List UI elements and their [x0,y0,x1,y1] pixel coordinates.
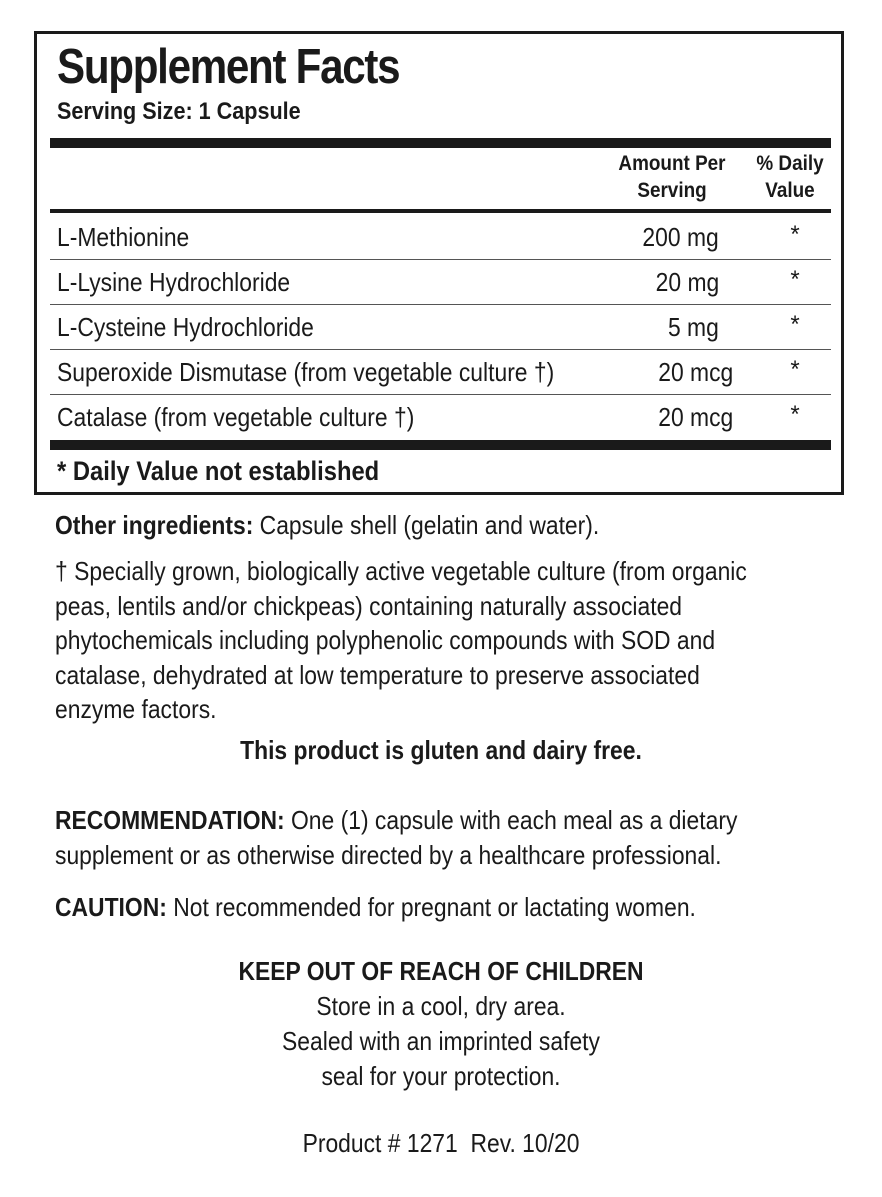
storage-line: Store in a cool, dry area. [316,991,566,1021]
culture-footnote-line: catalase, dehydrated at low temperature to preserve associated [55,659,700,690]
recommendation-text: supplement or as otherwise directed by a healthcare professional. [55,839,722,870]
daily-value-footnote: * Daily Value not established [57,456,380,486]
bottom-thick-rule [50,440,831,450]
ingredient-dv: * [790,266,800,293]
product-code: Product # 1271 Rev. 10/20 [302,1128,580,1158]
serving-size: Serving Size: 1 Capsule [57,98,301,125]
ingredient-dv: * [790,221,800,248]
ingredient-name: L-Methionine [57,222,190,252]
recommendation-text: One (1) capsule with each meal as a dietary [284,805,738,835]
ingredient-row [50,305,831,349]
ingredient-amount: 20 mcg [657,402,733,432]
storage-line: seal for your protection. [321,1061,561,1091]
other-ingredients-text: Capsule shell (gelatin and water). [253,510,600,540]
ingredient-dv: * [790,356,800,383]
top-thick-rule [50,138,831,148]
culture-footnote-line: enzyme factors. [55,694,217,724]
ingredient-name: L-Lysine Hydrochloride [57,267,291,297]
ingredient-row [50,260,831,304]
ingredient-amount: 20 mg [655,267,719,297]
ingredient-amount: 5 mg [668,312,719,342]
culture-footnote [55,554,812,727]
ingredient-name: L-Cysteine Hydrochloride [57,312,314,342]
ingredient-row [50,350,831,394]
storage-line: Sealed with an imprinted safety [282,1026,600,1056]
ingredient-amount: 20 mcg [657,357,733,387]
amount-per-serving-header: Amount Per Serving [618,152,726,202]
header-rule [50,209,831,213]
caution [55,890,812,925]
other-ingredients [55,508,812,543]
culture-footnote-line: phytochemicals including polyphenolic compounds with SOD and [55,625,716,655]
other-ingredients-label: Other ingredients: [55,510,254,540]
culture-footnote-line: † Specially grown, biologically active vegetable culture (from organic [55,556,747,586]
ingredient-row [50,395,831,439]
caution-text: Not recommended for pregnant or lactating women. [166,892,696,922]
supplement-facts-panel [34,31,844,495]
ingredient-row [50,215,831,259]
daily-value-header: % Daily Value [756,152,824,202]
keep-out-of-reach-heading: KEEP OUT OF REACH OF CHILDREN [238,956,644,986]
ingredient-name: Catalase (from vegetable culture †) [57,402,415,432]
gluten-free-statement: This product is gluten and dairy free. [240,735,642,765]
culture-footnote-line: peas, lentils and/or chickpeas) containing naturally associated [55,590,683,621]
recommendation [55,803,812,872]
ingredient-dv: * [790,311,800,338]
ingredient-name: Superoxide Dismutase (from vegetable culture †) [57,357,555,387]
caution-label: CAUTION: [55,892,167,922]
facts-title: Supplement Facts [57,40,400,94]
ingredient-dv: * [790,401,800,428]
ingredient-amount: 200 mg [642,222,719,252]
recommendation-label: RECOMMENDATION: [55,805,285,835]
